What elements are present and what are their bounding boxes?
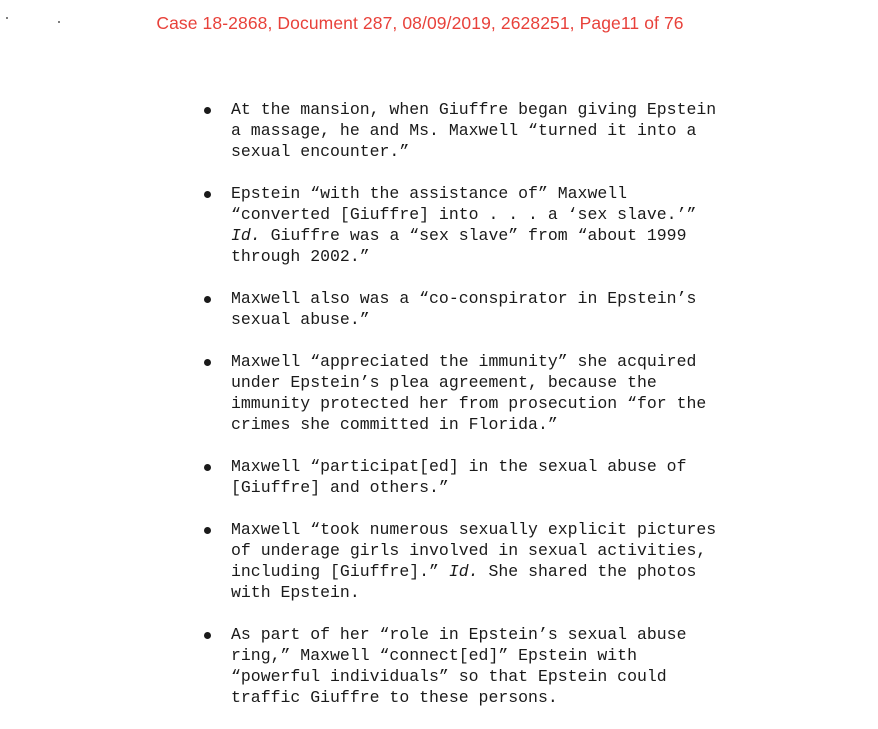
scan-speck (58, 21, 60, 23)
bullet-text (231, 519, 839, 603)
bullet-list (199, 99, 839, 729)
bullet-text-segment: Maxwell “took numerous sexually explicit pictures of underage girls involved in sexual activities, including [Giuffre].” (231, 520, 717, 581)
bullet-item (199, 99, 839, 162)
bullet-dot-icon (204, 632, 211, 639)
bullet-text-segment: She shared the photos with Epstein. (231, 562, 697, 602)
bullet-text-segment: At the mansion, when Giuffre began giving Epstein a massage, he and Ms. Maxwell “turned it into a sexual encounter.” (231, 100, 717, 161)
citation-id: Id. (448, 562, 479, 581)
bullet-item (199, 456, 839, 498)
citation-id: Id. (231, 226, 261, 245)
bullet-dot-icon (204, 359, 211, 366)
bullet-item (199, 351, 839, 435)
case-header-stamp: Case 18-2868, Document 287, 08/09/2019, 2628251, Page11 of 76 (156, 13, 684, 33)
bullet-dot-icon (204, 527, 211, 534)
scan-speck (6, 17, 8, 19)
bullet-text-segment: Epstein “with the assistance of” Maxwell “converted [Giuffre] into . . . a ‘sex slave.’” (231, 184, 697, 224)
bullet-text (231, 456, 839, 498)
bullet-item (199, 519, 839, 603)
bullet-text-segment: Maxwell also was a “co-conspirator in Epstein’s sexual abuse.” (231, 289, 697, 329)
bullet-item (199, 183, 839, 267)
bullet-text-segment: Giuffre was a “sex slave” from “about 1999 through 2002.” (231, 226, 687, 266)
bullet-item (199, 288, 839, 330)
bullet-text-segment: As part of her “role in Epstein’s sexual abuse ring,” Maxwell “connect[ed]” Epstein with “powerful individuals” so that Epstein could traffic Giuffre to these persons. (231, 625, 687, 707)
bullet-text (231, 99, 839, 162)
bullet-dot-icon (204, 191, 211, 198)
bullet-text (231, 624, 839, 708)
bullet-dot-icon (204, 464, 211, 471)
bullet-text (231, 183, 839, 267)
bullet-text-segment: Maxwell “participat[ed] in the sexual abuse of [Giuffre] and others.” (231, 457, 687, 497)
bullet-item (199, 624, 839, 708)
bullet-dot-icon (204, 296, 211, 303)
bullet-text (231, 351, 839, 435)
bullet-dot-icon (204, 107, 211, 114)
bullet-text (231, 288, 839, 330)
bullet-text-segment: Maxwell “appreciated the immunity” she acquired under Epstein’s plea agreement, because the immunity protected her from prosecution “for the crimes she committed in Florida.” (231, 352, 707, 434)
